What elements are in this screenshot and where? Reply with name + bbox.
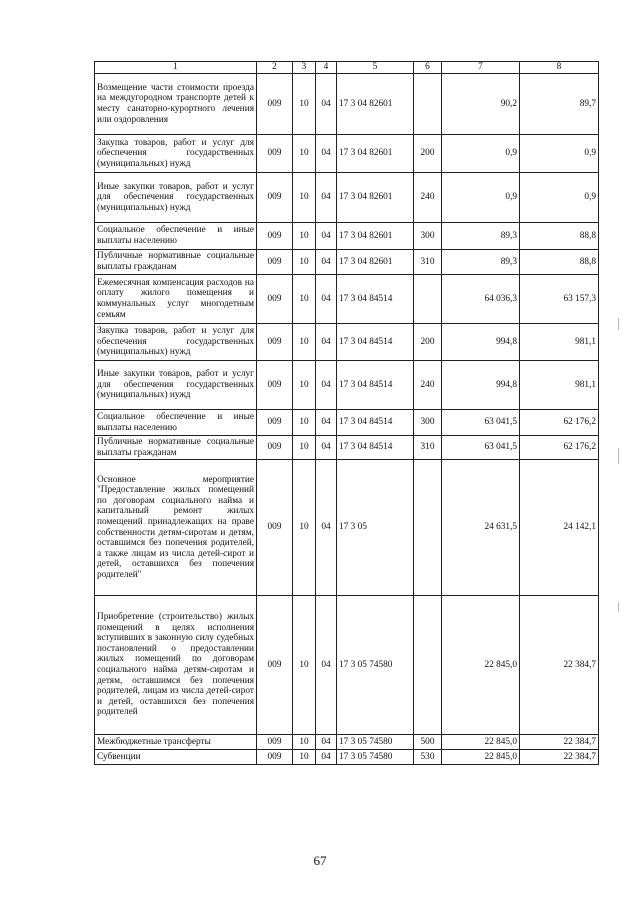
page-number: 67 <box>313 853 327 868</box>
amount-year2-cell: 89,7 <box>520 74 599 135</box>
amount-year1-cell: 22 845,0 <box>442 750 520 765</box>
section-cell: 10 <box>293 361 316 410</box>
expense-type-cell: 300 <box>414 410 442 436</box>
expense-type-cell: 300 <box>414 223 442 250</box>
amount-year2-cell: 0,9 <box>520 173 599 223</box>
table-row <box>95 436 599 460</box>
admin-code-cell: 009 <box>257 324 293 361</box>
row-name-cell: Публичные нормативные социальные выплаты гражданам <box>95 250 257 275</box>
section-cell: 10 <box>293 596 316 735</box>
column-header: 5 <box>337 62 414 74</box>
expense-type-cell: 530 <box>414 750 442 765</box>
section-cell: 10 <box>293 135 316 173</box>
scan-edge-mark <box>618 318 619 330</box>
amount-year2-cell: 22 384,7 <box>520 735 599 750</box>
target-article-cell: 17 3 04 82601 <box>337 173 414 223</box>
expense-type-cell: 310 <box>414 436 442 460</box>
expense-type-cell <box>414 275 442 324</box>
admin-code-cell: 009 <box>257 410 293 436</box>
amount-year2-cell: 22 384,7 <box>520 750 599 765</box>
expense-type-cell: 310 <box>414 250 442 275</box>
amount-year1-cell: 0,9 <box>442 135 520 173</box>
expense-type-cell: 240 <box>414 173 442 223</box>
row-name-cell: Закупка товаров, работ и услуг для обеспечения государственных (муниципальных) нужд <box>95 324 257 361</box>
column-header: 1 <box>95 62 257 74</box>
section-cell: 10 <box>293 324 316 361</box>
table-header-row <box>95 62 599 74</box>
amount-year1-cell: 89,3 <box>442 223 520 250</box>
amount-year2-cell: 62 176,2 <box>520 410 599 436</box>
row-name-cell: Межбюджетные трансферты <box>95 735 257 750</box>
table-row <box>95 324 599 361</box>
expense-type-cell <box>414 596 442 735</box>
column-header: 2 <box>257 62 293 74</box>
admin-code-cell: 009 <box>257 74 293 135</box>
subsection-cell: 04 <box>316 735 337 750</box>
admin-code-cell: 009 <box>257 750 293 765</box>
amount-year2-cell: 0,9 <box>520 135 599 173</box>
expense-type-cell <box>414 74 442 135</box>
section-cell: 10 <box>293 173 316 223</box>
amount-year2-cell: 981,1 <box>520 324 599 361</box>
subsection-cell: 04 <box>316 74 337 135</box>
admin-code-cell: 009 <box>257 173 293 223</box>
target-article-cell: 17 3 04 82601 <box>337 135 414 173</box>
subsection-cell: 04 <box>316 596 337 735</box>
amount-year2-cell: 24 142,1 <box>520 460 599 596</box>
amount-year1-cell: 64 036,3 <box>442 275 520 324</box>
target-article-cell: 17 3 05 74580 <box>337 735 414 750</box>
table-row <box>95 361 599 410</box>
table-row <box>95 735 599 750</box>
admin-code-cell: 009 <box>257 250 293 275</box>
subsection-cell: 04 <box>316 135 337 173</box>
subsection-cell: 04 <box>316 436 337 460</box>
subsection-cell: 04 <box>316 275 337 324</box>
amount-year1-cell: 0,9 <box>442 173 520 223</box>
amount-year2-cell: 63 157,3 <box>520 275 599 324</box>
amount-year2-cell: 62 176,2 <box>520 436 599 460</box>
row-name-cell: Социальное обеспечение и иные выплаты населению <box>95 410 257 436</box>
target-article-cell: 17 3 04 82601 <box>337 250 414 275</box>
table-row <box>95 410 599 436</box>
expense-type-cell: 240 <box>414 361 442 410</box>
amount-year1-cell: 22 845,0 <box>442 735 520 750</box>
amount-year1-cell: 63 041,5 <box>442 436 520 460</box>
subsection-cell: 04 <box>316 361 337 410</box>
admin-code-cell: 009 <box>257 135 293 173</box>
section-cell: 10 <box>293 436 316 460</box>
section-cell: 10 <box>293 460 316 596</box>
subsection-cell: 04 <box>316 223 337 250</box>
expense-type-cell <box>414 460 442 596</box>
section-cell: 10 <box>293 275 316 324</box>
row-name-cell: Публичные нормативные социальные выплаты гражданам <box>95 436 257 460</box>
table-row <box>95 173 599 223</box>
target-article-cell: 17 3 05 74580 <box>337 596 414 735</box>
amount-year1-cell: 994,8 <box>442 324 520 361</box>
section-cell: 10 <box>293 74 316 135</box>
expense-type-cell: 200 <box>414 324 442 361</box>
amount-year1-cell: 63 041,5 <box>442 410 520 436</box>
amount-year1-cell: 24 631,5 <box>442 460 520 596</box>
target-article-cell: 17 3 04 84514 <box>337 361 414 410</box>
admin-code-cell: 009 <box>257 436 293 460</box>
row-name-cell: Возмещение части стоимости проезда на междугородном транспорте детей к месту санаторно-курортного лечения или оздоровления <box>95 74 257 135</box>
amount-year1-cell: 89,3 <box>442 250 520 275</box>
amount-year2-cell: 88,8 <box>520 223 599 250</box>
row-name-cell: Социальное обеспечение и иные выплаты населению <box>95 223 257 250</box>
subsection-cell: 04 <box>316 410 337 436</box>
amount-year2-cell: 981,1 <box>520 361 599 410</box>
row-name-cell: Закупка товаров, работ и услуг для обеспечения государственных (муниципальных) нужд <box>95 135 257 173</box>
scan-edge-mark <box>618 448 619 464</box>
table-row <box>95 750 599 765</box>
target-article-cell: 17 3 04 82601 <box>337 223 414 250</box>
expense-type-cell: 200 <box>414 135 442 173</box>
row-name-cell: Приобретение (строительство) жилых помещений в целях исполнения вступивших в законную силу судебных постановлений о предоставлении жилых помещений по договорам социального найма детям-сиротам и детям, оставшимся без попечения родителей, лицам из числа детей-сирот и детей, оставшихся без попечения родителей <box>95 596 257 735</box>
target-article-cell: 17 3 04 82601 <box>337 74 414 135</box>
admin-code-cell: 009 <box>257 361 293 410</box>
row-name-cell: Иные закупки товаров, работ и услуг для обеспечения государственных (муниципальных) нужд <box>95 361 257 410</box>
amount-year2-cell: 22 384,7 <box>520 596 599 735</box>
subsection-cell: 04 <box>316 324 337 361</box>
column-header: 8 <box>520 62 599 74</box>
section-cell: 10 <box>293 735 316 750</box>
subsection-cell: 04 <box>316 250 337 275</box>
section-cell: 10 <box>293 250 316 275</box>
target-article-cell: 17 3 04 84514 <box>337 275 414 324</box>
table-body <box>95 74 599 765</box>
table-row <box>95 223 599 250</box>
section-cell: 10 <box>293 750 316 765</box>
section-cell: 10 <box>293 410 316 436</box>
target-article-cell: 17 3 05 74580 <box>337 750 414 765</box>
row-name-cell: Основное мероприятие "Предоставление жилых помещений по договорам социального найма и капитальный ремонт жилых помещений принадлежащих на праве собственности детям-сиротам и детям, оставшимся без попечения родителей, а также лицам из числа детей-сирот и детей, оставшихся без попечения родителей" <box>95 460 257 596</box>
table-row <box>95 74 599 135</box>
target-article-cell: 17 3 04 84514 <box>337 436 414 460</box>
amount-year1-cell: 994,8 <box>442 361 520 410</box>
row-name-cell: Иные закупки товаров, работ и услуг для обеспечения государственных (муниципальных) нужд <box>95 173 257 223</box>
table-row <box>95 250 599 275</box>
admin-code-cell: 009 <box>257 460 293 596</box>
target-article-cell: 17 3 04 84514 <box>337 410 414 436</box>
section-cell: 10 <box>293 223 316 250</box>
subsection-cell: 04 <box>316 173 337 223</box>
row-name-cell: Ежемесячная компенсация расходов на оплату жилого помещения и коммунальных услуг многодетным семьям <box>95 275 257 324</box>
expense-type-cell: 500 <box>414 735 442 750</box>
admin-code-cell: 009 <box>257 275 293 324</box>
amount-year1-cell: 22 845,0 <box>442 596 520 735</box>
subsection-cell: 04 <box>316 750 337 765</box>
column-header: 4 <box>316 62 337 74</box>
target-article-cell: 17 3 04 84514 <box>337 324 414 361</box>
column-header: 7 <box>442 62 520 74</box>
subsection-cell: 04 <box>316 460 337 596</box>
column-header: 3 <box>293 62 316 74</box>
table-row <box>95 596 599 735</box>
table-row <box>95 275 599 324</box>
table-row <box>95 460 599 596</box>
scan-edge-mark <box>618 602 619 612</box>
row-name-cell: Субвенции <box>95 750 257 765</box>
amount-year1-cell: 90,2 <box>442 74 520 135</box>
admin-code-cell: 009 <box>257 223 293 250</box>
table-row <box>95 135 599 173</box>
budget-table <box>94 61 599 765</box>
amount-year2-cell: 88,8 <box>520 250 599 275</box>
admin-code-cell: 009 <box>257 735 293 750</box>
target-article-cell: 17 3 05 <box>337 460 414 596</box>
admin-code-cell: 009 <box>257 596 293 735</box>
column-header: 6 <box>414 62 442 74</box>
